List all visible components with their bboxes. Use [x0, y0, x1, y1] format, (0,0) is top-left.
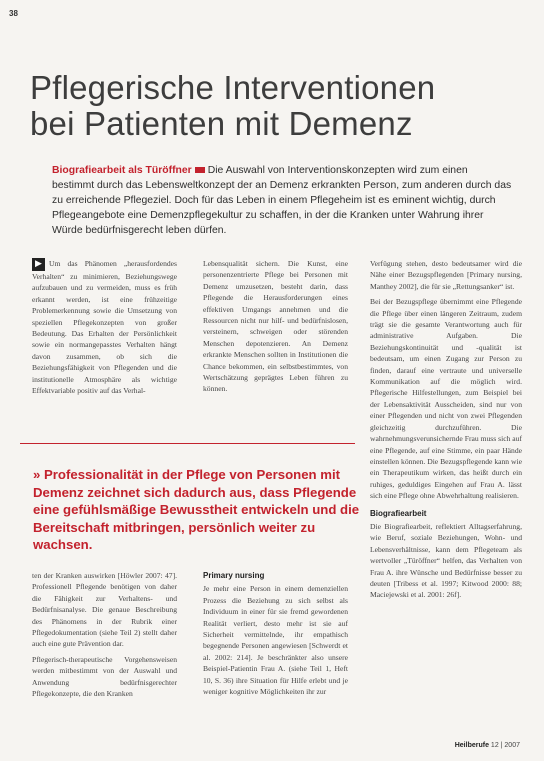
arrow-right-icon: ▶ — [32, 258, 45, 271]
body-text: Je mehr eine Person in einem demenziellen Prozess die Beziehung zu sich selbst als Individuum in einer für sie fremd gewordenen Realität verliert, desto mehr ist sie auf Sicherheit vermittelnde, ihr empathisch begegnende Personen angewiesen [Schwerdt et al. 2002: 214]. Je beschränkter also unsere Beispiel-Patientin Frau A. (siehe Teil 1, Heft 10, S. 36) ihre Situation für Hilfe erlebt und je weniger kognitive Möglichkeiten ihr zur — [203, 584, 348, 697]
page-footer — [455, 742, 520, 749]
body-text: Die Biografiearbeit, reflektiert Alltagserfahrung, wie Beruf, soziale Beziehungen, Wohn- und Lebensverhältnisse, kann dem Pflegeteam als wertvoller „Türöffner“ helfen, das Verhalten von Frau A. ihre Wünsche und Bedürfnisse besser zu deuten [Tribess et al. 1997; Kitwood 2000: 88; Maciejewski et al. 2001: 26f]. — [370, 521, 522, 600]
body-text: Bei der Bezugspflege übernimmt eine Pflegende die Pflege über einen längeren Zeitraum, zudem trägt sie die gesamte Verantwortung auch für administrative Aufgaben. Die Beziehungskontinuität und -qualität ist bedeutsam, um einen Zugang zur Person zu finden, darauf eine vertraute und universelle Kommunikation auf die möglich wird. Pflegerische Hilfestellungen, zum Beispiel bei der Lebensaktivität Ausscheiden, sind nur von einer Pflegenden und nicht von zwei Pflegenden gleichzeitig durchzuführen. Die wahrnehmungsverunsichernde Frau muss sich auf eine Pflegende, auf eine Stimme, ein paar Hände einstellen können. Die Bezugspflegende kann wie ein Therapeutikum wirken, das heißt durch ein ruhiges, geduldiges Eingehen auf Frau A. lässt sich eine Pflege ohne Abwehrhaltung realisieren. — [370, 297, 522, 501]
title-line-1: Pflegerische Interventionen — [30, 69, 436, 106]
column-right — [370, 258, 522, 605]
title-line-2: bei Patienten mit Demenz — [30, 105, 413, 142]
lead-kicker: Biografiearbeit als Türöffner — [52, 165, 192, 176]
column-middle-top — [203, 258, 348, 399]
body-text: Um das Phänomen „herausfordendes Verhalten“ zu minimieren, Beziehungswege aufzubauen und zu vermeiden, muss es früh erkannt werden, ist eine frühzeitige Problemerkennung sowie die Umsetzung von speziellen Pflegekonzepten von großer Bedeutung. Das Erhalten der Persönlichkeit sowie ein normangepasstes Verhalten hängt davon zusammen, ob sich die Beziehungsfähigkeit von Pflegenden und die institutionelle Atmosphäre als wichtige Effektvariable positiv auf das Verhal- — [32, 259, 177, 396]
magazine-name: Heilberufe — [454, 742, 489, 749]
body-text: Verfügung stehen, desto bedeutsamer wird die Nähe einer Bezugspflegenden [Primary nursing, Manthey 2002], die für sie „Rettungsanker“ ist. — [370, 259, 522, 291]
issue-number: 12 | 2007 — [490, 742, 520, 749]
column-left-top — [32, 258, 177, 400]
article-title — [30, 70, 530, 142]
pull-quote — [20, 443, 360, 564]
body-text: Lebensqualität sichern. Die Kunst, eine personenzentrierte Pflege bei Personen mit Demenz umzusetzen, besteht darin, dass Pflegende die Herausforderungen eines effektiven Umgangs annehmen und die Ressourcen nicht nur hilf- und bedürfnislosen, versteinern, schweigen oder störenden Menschen depotenzieren. An Demenz erkrankte Menschen sollten in Institutionen die Chance bekommen, ein selbstbestimmtes, von Wertschätzung geprägtes Leben führen zu können. — [203, 259, 348, 394]
section-heading: Biografiearbeit — [370, 508, 427, 518]
body-text: Pflegerisch-therapeutische Vorgehensweisen werden mitbestimmt von der Auswahl und Anwendung bedürfnisgerechter Pflegekonzepte, die den Kranken — [32, 654, 177, 699]
lead-text: Die Auswahl von Interventionskonzepten wird zum einen bestimmt durch das Lebensweltkonzept der an Demenz erkrankten Person, zum anderen durch das zu erreichende Pflegeziel. Doch für das Leben in einem Pflegeheim ist es eminent wichtig, durch Pflegeangebote eine Demenzpflegekultur zu schaffen, in der die Kranken unter Wahrung ihrer Würde bedürfnisgerecht leben dürfen. — [52, 165, 512, 236]
section-heading: Primary nursing — [203, 571, 265, 580]
page-number: 38 — [9, 9, 18, 18]
article-lead — [52, 163, 512, 238]
red-square-icon — [195, 167, 205, 173]
body-text: ten der Kranken auswirken [Höwler 2007: 47]. Professionell Pflegende benötigen von daher die Fähigkeit zur Verhaltens- und Bedürfnisanalyse. Die genaue Beschreibung des Phänomens in der Rubrik einer Pflegedokumentation (siehe Teil 2) stellt daher auch eine gute Prävention dar. — [32, 571, 177, 649]
column-left-bottom — [32, 570, 177, 703]
pull-quote-text: » Professionalität in der Pflege von Personen mit Demenz zeichnet sich dadurch aus, dass Pflegende eine gefühlsmäßige Bewusstheit entwickeln und die Bereitschaft mitbringen, persönlich weiter zu wachsen. — [33, 467, 360, 552]
column-middle-bottom — [203, 570, 348, 701]
